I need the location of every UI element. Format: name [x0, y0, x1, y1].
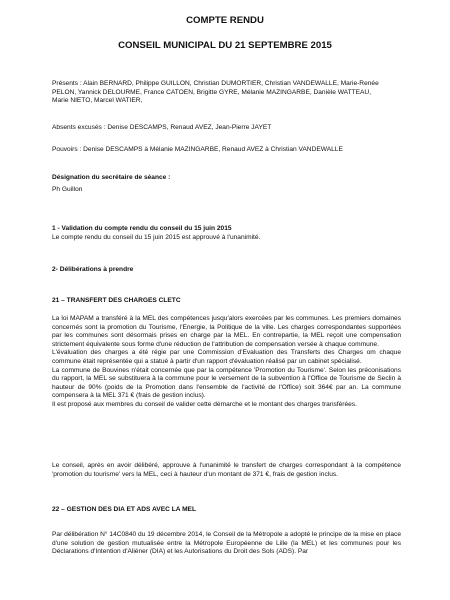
- item1-text: Le compte rendu du conseil du 15 juin 2015 est approuvé à l'unanimité.: [52, 234, 261, 241]
- section21-paragraph: L'évaluation des charges a été régie par une Commission d'Evaluation des Transferts des Charges om chaque commune était représentée qui a statué à partir d'un rapport d'évaluation réalisé par un cabinet spécialisé.: [52, 349, 401, 365]
- item2-heading: 2- Délibérations à prendre: [52, 266, 134, 273]
- section22-heading: 22 – GESTION DES DIA ET ADS AVEC LA MEL: [52, 506, 196, 513]
- absents-line: Absents excusés : Denise DESCAMPS, Renaud AVEZ, Jean-Pierre JAYET: [52, 124, 272, 131]
- document-subtitle: CONSEIL MUNICIPAL DU 21 SEPTEMBRE 2015: [118, 40, 332, 51]
- section21-heading: 21 – TRANSFERT DES CHARGES CLETC: [52, 297, 181, 304]
- section21-paragraph: Il est proposé aux membres du conseil de valider cette démarche et le montant des charges transférées.: [52, 400, 357, 408]
- presents-paragraph: [52, 80, 401, 106]
- section21-paragraph: La loi MAPAM a transféré à la MEL des compétences jusqu'alors exercées par les communes. Les premiers domaines concernés sont la promotion du Tourisme, l'Energie, la Politique de la ville. Les charges correspondantes supportées par les communes sont désormais prises en charge par la MEL. En contrepartie, la MEL reçoit une compensation strictement équivalente sous forme d'une réduction de l'attribution de compensation versée à chaque commune.: [52, 315, 401, 348]
- item1-heading: 1 - Validation du compte rendu du conseil du 15 juin 2015: [52, 225, 232, 232]
- secretary-name: Ph Guillon: [52, 186, 83, 193]
- pouvoirs-line: Pouvoirs : Denise DESCAMPS à Mélanie MAZINGARBE, Renaud AVEZ à Christian VANDEWALLE: [52, 146, 343, 153]
- section21-decision: Le conseil, après en avoir délibéré, approuve à l'unanimité le transfert de charges correspondant à la compétence 'promotion du tourisme' vers la MEL, ceci à hauteur d'un montant de 371 €, frais de gestion inclus.: [52, 462, 401, 478]
- section22-paragraph: Par délibération N° 14C0840 du 19 décembre 2014, le Conseil de la Métropole a adopté le principe de la mise en place d'une solution de gestion mutualisée entre la Métropole Européenne de Lille (la MEL) et les communes pour les Déclarations d'Intention d'Aliéner (DIA) et les Autorisations du Droit des Sols (ADS). Par: [52, 531, 401, 556]
- section21-body: [52, 315, 401, 410]
- presents-line: Marie NIETO, Marcel WATIER,: [52, 97, 143, 105]
- presents-line: PELON, Yannick DELOURME, France CATOEN, Brigitte GYRE, Mélanie MAZINGARBE, Danièle WATTEAU,: [52, 88, 372, 96]
- section21-paragraph: La commune de Bouvines n'était concernée que par la compétence 'Promotion du Tourisme'. Selon les préconisations du rapport, la MEL se substituera à la commune pour le versement de la subvention à l'Office de Tourisme de Seclin à hauteur de 90% (poids de la Promotion dans l'ensemble de l'activité de l'Office) soit 364€ par an. La commune compensera à la MEL 371 € (frais de gestion inclus).: [52, 366, 401, 400]
- secretary-heading: Désignation du secrétaire de séance :: [52, 174, 171, 181]
- presents-line: Présents : Alain BERNARD, Philippe GUILLON, Christian DUMORTIER, Christian VANDEWALLE, Marie-Renée: [52, 80, 379, 87]
- document-title: COMPTE RENDU: [186, 15, 264, 26]
